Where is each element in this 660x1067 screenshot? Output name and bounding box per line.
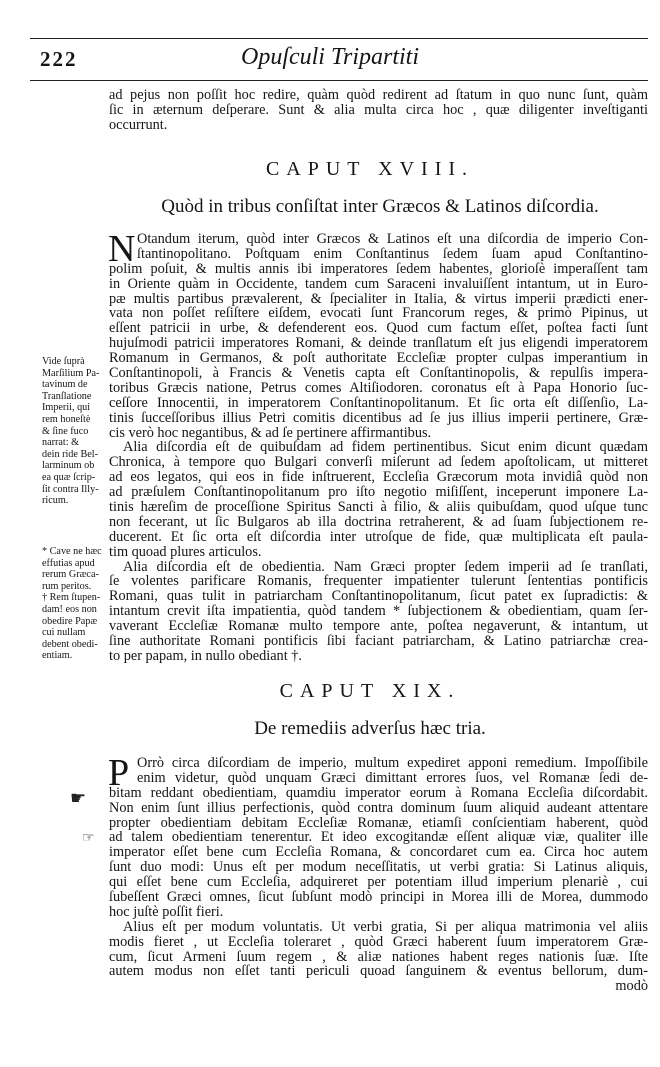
text-line: ad pejus non poſſit hoc redire, quàm quòd redirent ad ſtatum in quo nunc ſunt, quàm bbox=[109, 87, 648, 103]
text-line: ſine authoritate Romani pontificis ſibi faciant patriarcham, & Latino patriarchæ crea- bbox=[109, 633, 648, 650]
margin-line: Vide ſuprà bbox=[42, 356, 85, 367]
margin-line: larminum ob bbox=[42, 460, 95, 472]
margin-line: ea quæ ſcrip- bbox=[42, 471, 96, 483]
margin-line: * Cave ne hæc bbox=[42, 546, 102, 557]
text-line: ceſſore Innocentii, in imperatorem Conſtantinopolitanum. Et ſic orta eſt diſſenſio, La- bbox=[109, 394, 648, 411]
text-line: hoc juſtè poſſit fieri. bbox=[109, 903, 224, 920]
margin-line: tavinum de bbox=[42, 379, 88, 391]
margin-line: dein ride Bel- bbox=[42, 448, 99, 460]
text-line: ad talem obedientiam tenerentur. Et ideo excogitandæ eſſent aliquæ viæ, qualiter ille bbox=[109, 829, 648, 846]
manicule-small-icon: ☞ bbox=[82, 831, 95, 846]
text-line: cis verò hoc negantibus, & ad ſe pertinere affirmantibus. bbox=[109, 424, 432, 441]
header-rule-bottom bbox=[30, 80, 648, 81]
text-line: ad eos legatos, qui eos in fide inſtruerent, Eccleſia Græcorum mota invidiâ quòd non bbox=[109, 469, 648, 486]
text-line: propter obedientiam debitam Eccleſiæ Romanæ, etiamſi conſcientiam haberent, quòd bbox=[109, 814, 648, 831]
margin-line: obedire Papæ bbox=[42, 615, 98, 627]
margin-note-caveat bbox=[42, 546, 108, 662]
margin-note-marsilius bbox=[42, 356, 108, 507]
text-line: Romanum in Germanos, & poſt authoritate Eccleſiæ propter culpas imperantium in bbox=[109, 350, 648, 367]
text-line: Alia diſcordia eſt de quibuſdam ad fidem pertinentibus. Sicut enim dicunt quædam bbox=[123, 439, 648, 456]
text-line: ad præſulem Conſtantinopolitanum pro iſto negotio miſiſſent, inceperunt imponere La- bbox=[109, 484, 648, 501]
margin-line: & ſine fuco bbox=[42, 425, 89, 437]
text-line: ſunt duo modi: Unus eſt per modum neceſſitatis, ut verbi gratia: Si Latinus aliquis, bbox=[109, 859, 648, 876]
text-line: Otandum iterum, quòd inter Græcos & Latinos eſt una diſcordia de imperio Con- bbox=[137, 231, 648, 247]
text-line: Alia diſcordia eſt de obedientia. Nam Græci propter ſedem imperii ad ſe tranſlati, bbox=[123, 558, 648, 575]
text-line: ſe volentes parificare Romanis, frequenter impatienter tulerunt ſententias pontificis bbox=[109, 573, 648, 590]
margin-line: dam! eos non bbox=[42, 603, 97, 615]
text-line: to per papam, in nullo obediant †. bbox=[109, 647, 302, 664]
margin-line: rerum Græca- bbox=[42, 569, 99, 581]
margin-line: Marſilium Pa- bbox=[42, 367, 100, 379]
text-line: bitam reddant obedientiam, quamdiu imperator eorum à Romana Eccleſia diſcordabit. bbox=[109, 784, 648, 801]
text-line: modis fieret , ut Eccleſia toleraret , quòd Græci haberent ſuum imperatorem Græ- bbox=[109, 933, 648, 950]
text-line: in Oriente quàm in Occidente, tandem cum Saraceni invaluiſſent intantum, ut in Euro- bbox=[109, 275, 648, 292]
margin-line: cui nullam bbox=[42, 627, 86, 639]
drop-cap-p: P bbox=[108, 752, 130, 794]
page-number: 222 bbox=[40, 47, 78, 71]
text-line: eſſent patricii in urbe, & defenderent eos. Quod cum factum eſſet, poſtea facti ſunt bbox=[109, 320, 648, 337]
chapter-18-title: CAPUT XVIII. bbox=[265, 158, 475, 180]
text-line: non fecerant, ut ſic Bulgaros ab illa doctrina retraherent, & ad ſuam ſubjectionem re- bbox=[109, 513, 648, 530]
text-line: enim videtur, quòd unquam Græci dimittant errores ſuos, vel Romanæ ſedi de- bbox=[137, 769, 648, 786]
text-line: ſubeſſent Græci omnes, ſicut ſubſunt modò principi in Morea illi de Morea, dummodo bbox=[109, 889, 648, 906]
header-rule-top bbox=[30, 38, 648, 39]
margin-line: rem honeſtè bbox=[42, 413, 91, 425]
text-line: Conſtantinopoli, à Francis & Venetis capta eſt Conſtantinopolis, & repulſis impera- bbox=[109, 365, 648, 382]
manicule-icon: ☛ bbox=[70, 788, 87, 808]
text-line: occurrunt. bbox=[109, 116, 168, 133]
text-line: ſic in æternum deſperare. Sunt & alia multa circa hoc , quæ diligenter inveſtiganti bbox=[109, 101, 648, 118]
margin-line: ricum. bbox=[42, 495, 69, 507]
chapter-18-subtitle: Quòd in tribus conſiſtat inter Græcos & Latinos diſcordia. bbox=[161, 196, 599, 217]
text-line: qui eſſet bene cum Eccleſia, adquireret per potentiam illud imperium plenariè , cui bbox=[109, 874, 648, 891]
text-line: polim poſuit, & multis annis ibi imperatores ſedem habentes, glorioſè imperaſſent tam bbox=[109, 260, 648, 277]
text-line: intantum crevit iſta impatientia, quòd tandem * ſubjectionem & obedientiam, quam ſer- bbox=[109, 603, 648, 620]
text-line: tim quoad plures articulos. bbox=[109, 543, 262, 560]
text-line: cum, ſicut Armeni ſuum regem , & aliæ nationes habent reges nationis ſuæ. Iſte bbox=[109, 948, 648, 965]
text-line: vaverant Eccleſiæ Romanæ multo tempore ante, poſtea negaverunt, & intantum, ut bbox=[109, 618, 648, 635]
text-line: Non enim ſunt illius perfectionis, quòd contra dominum ſuum aliquid audeant attentare bbox=[109, 799, 648, 816]
margin-line: † Rem ſtupen- bbox=[42, 592, 101, 604]
text-line: Alius eſt per modum voluntatis. Ut verbi gratia, Si per aliqua matrimonia vel aliis bbox=[123, 918, 648, 935]
margin-line: debent obedi- bbox=[42, 638, 98, 650]
text-line: toribus Græcis natione, Petrus comes Altiſiodoren. coronatus eſt à Papa Honorio ſuc- bbox=[109, 379, 648, 396]
text-line: tinis ſucceſſoribus illius Petri comitis dicentibus ad ſe jus illius imperii pertinere, Græ- bbox=[109, 409, 648, 426]
margin-line: ſit contra Illy- bbox=[42, 483, 99, 495]
margin-line: Tranſlatione bbox=[42, 390, 92, 402]
text-line: autem modus non eſſet tanti periculi quoad ſanguinem & eventus bellorum, dum- bbox=[109, 963, 648, 980]
running-head: Opuſculi Tripartiti bbox=[240, 44, 420, 70]
drop-cap-n: N bbox=[108, 228, 136, 270]
text-line: ducerent. Et ſic orta eſt diſcordia inter utroſque de fide, quæ multiplicata eſt paula- bbox=[109, 528, 648, 545]
text-line: hujuſmodi patricii imperatores Romani, & deinde tranſlatum eſt jus eligendi imperatorem bbox=[109, 335, 648, 352]
margin-line: Imperii, qui bbox=[42, 402, 91, 414]
margin-line: effutias apud bbox=[42, 557, 95, 569]
text-line: Romani, quas tulit in patriarcham Conſtantinopolitanum, ſicut patet ex ſupradictis: & bbox=[109, 588, 648, 605]
text-line: vata non poſſet reſiſtere eiſdem, evocati ſunt Francorum reges, & primò Pipinus, ut bbox=[109, 305, 648, 322]
text-line: imperator eſſet bene cum Eccleſia Romana, & concordaret cum ea. Circa hoc autem bbox=[109, 844, 648, 861]
catchword: modò bbox=[615, 978, 648, 995]
chapter-19-title: CAPUT XIX. bbox=[279, 680, 461, 702]
text-line: Orrò circa diſcordiam de imperio, multum expediret apponi remedium. Impoſſibile bbox=[137, 755, 648, 771]
text-line: ſtantinopolitano. Poſtquam enim Conſtantinus ſedem ſuam apud Conſtantino- bbox=[137, 245, 648, 262]
continuation-paragraph bbox=[109, 88, 648, 133]
margin-line: narrat: & bbox=[42, 437, 80, 449]
text-line: tinis hæreſim de proceſſione Spiritus Sancti à filio, & aliis quibuſdam, quod uſque tunc bbox=[109, 499, 648, 516]
text-line: pæ multis partibus prævalerent, & ſpecialiter in Italia, & virtus imperii prædicti ener- bbox=[109, 290, 648, 307]
chapter-18-paragraph-1 bbox=[108, 228, 648, 664]
margin-line: rum peritos. bbox=[42, 580, 92, 592]
chapter-19-subtitle: De remediis adverſus hæc tria. bbox=[254, 718, 486, 739]
text-line: Chronica, à tempore quo Bulgari converſi miſerunt ad ſedem apoſtolicam, ut mitteret bbox=[109, 454, 648, 471]
chapter-19-paragraph-1 bbox=[108, 752, 648, 995]
margin-line: entiam. bbox=[42, 650, 73, 662]
